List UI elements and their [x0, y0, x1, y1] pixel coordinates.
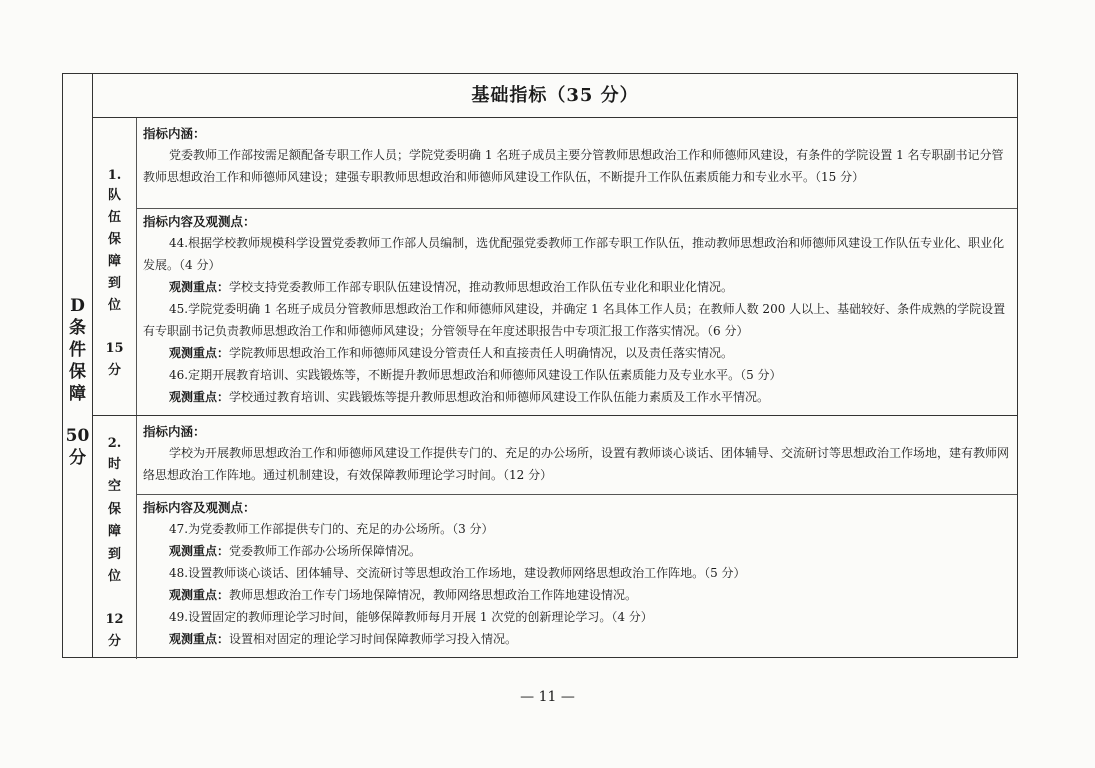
item-49-text: 49.设置固定的教师理论学习时间，能够保障教师每月开展 1 次党的创新理论学习。（4 分）: [169, 610, 653, 624]
category-char: 障: [69, 384, 86, 404]
section-2-divider: [137, 494, 1017, 495]
observation-label: 观测重点：: [169, 390, 230, 404]
item-45-text: 45.学院党委明确 1 名班子成员分管教师思想政治工作和师德师风建设，并确定 1 名具体工作人员；在教师人数 200 人以上、基础较好、条件成熟的学院设置有专职副书记负责教师思想政治工作和师德师风建设；分管领导在年度述职报告中专项汇报工作落实情况。（6 分）: [143, 302, 1006, 338]
item-49-observation: [143, 628, 1011, 650]
section-1-meaning: [143, 124, 1011, 188]
section-label-char: 位: [107, 298, 121, 313]
item-48-text: 48.设置教师谈心谈话、团体辅导、交流研讨等思想政治工作场地，建设教师网络思想政治工作阵地。（5 分）: [169, 566, 746, 580]
observation-label: 观测重点：: [169, 588, 230, 602]
meaning-heading: 指标内涵：: [143, 126, 206, 141]
content-heading: 指标内容及观测点：: [143, 214, 256, 229]
section-label-char: 空: [107, 479, 121, 494]
observation-text: 设置相对固定的理论学习时间保障教师学习投入情况。: [229, 632, 518, 646]
section-label-char: 到: [107, 276, 121, 291]
item-46-observation: [143, 386, 1011, 408]
category-score: 50: [65, 426, 90, 446]
content-heading: 指标内容及观测点：: [143, 500, 256, 515]
section-2-label: [93, 416, 137, 659]
section-label-char: 保: [107, 232, 121, 247]
observation-text: 学校支持党委教师工作部专职队伍建设情况，推动教师思想政治工作队伍专业化和职业化情况。: [229, 280, 734, 294]
observation-text: 教师思想政治工作专门场地保障情况，教师网络思想政治工作阵地建设情况。: [229, 588, 638, 602]
section-label-char: 伍: [107, 210, 121, 225]
category-char: 件: [69, 340, 86, 360]
section-label-char: 分: [107, 363, 121, 378]
meaning-heading: 指标内涵：: [143, 424, 206, 439]
section-label-char: 障: [107, 254, 121, 269]
observation-label: 观测重点：: [169, 346, 230, 360]
section-label-char: 时: [107, 457, 121, 472]
page-number: — 11 —: [520, 689, 575, 705]
meaning-text: 学校为开展教师思想政治工作和师德师风建设工作提供专门的、充足的办公场所，设置有教师谈心谈话、团体辅导、交流研讨等思想政治工作场地，建有教师网络思想政治工作阵地。通过机制建设，有效保障教师理论学习时间。（12 分）: [143, 446, 1010, 482]
section-1-label: [93, 118, 137, 415]
section-label-char: 保: [107, 502, 121, 517]
item-44-text: 44.根据学校教师规模科学设置党委教师工作部人员编制，选优配强党委教师工作部专职工作队伍，推动教师思想政治和师德师风建设工作队伍专业化、职业化发展。（4 分）: [143, 236, 1005, 272]
observation-label: 观测重点：: [169, 632, 230, 646]
meaning-text: 党委教师工作部按需足额配备专职工作人员；学院党委明确 1 名班子成员主要分管教师思想政治工作和师德师风建设，有条件的学院设置 1 名专职副书记分管教师思想政治工作和师德师风建设；建强专职教师思想政治和师德师风建设工作队伍，不断提升工作队伍素质能力和专业水平。（15 分）: [143, 148, 1004, 184]
section-label-char: 分: [107, 634, 121, 649]
section-label-char: 位: [107, 569, 121, 584]
item-47-observation: [143, 540, 1011, 562]
observation-text: 学校通过教育培训、实践锻炼等提升教师思想政治和师德师风建设工作队伍能力素质及工作水平情况。: [229, 390, 770, 404]
item-48-observation: [143, 584, 1011, 606]
section-2-meaning: [143, 422, 1011, 486]
section-label-char: 1.: [107, 168, 122, 183]
item-46-text: 46.定期开展教育培训、实践锻炼等，不断提升教师思想政治和师德师风建设工作队伍素质能力及专业水平。（5 分）: [169, 368, 782, 382]
category-label-column: [63, 74, 93, 657]
section-label-char: 2.: [107, 436, 122, 451]
observation-label: 观测重点：: [169, 280, 230, 294]
section-divider: [93, 415, 1017, 416]
section-label-char: 到: [107, 547, 121, 562]
category-char: 保: [69, 362, 86, 382]
indicator-table: [62, 73, 1018, 658]
item-47-text: 47.为党委教师工作部提供专门的、充足的办公场所。（3 分）: [169, 522, 494, 536]
observation-text: 学院教师思想政治工作和师德师风建设分管责任人和直接责任人明确情况，以及责任落实情况。: [229, 346, 734, 360]
section-label-char: 队: [107, 188, 121, 203]
category-char: 条: [69, 318, 86, 338]
section-2-content: [143, 498, 1011, 650]
table-header-title: 基础指标（35 分）: [93, 74, 1017, 118]
observation-text: 党委教师工作部办公场所保障情况。: [229, 544, 422, 558]
section-label-char: 12: [105, 612, 124, 627]
item-45-observation: [143, 342, 1011, 364]
category-score-unit: 分: [69, 448, 86, 468]
section-1-content: [143, 212, 1011, 408]
category-letter: D: [70, 296, 85, 316]
section-label-char: 15: [105, 341, 124, 356]
section-1-divider: [137, 208, 1017, 209]
section-label-char: 障: [107, 524, 121, 539]
observation-label: 观测重点：: [169, 544, 230, 558]
item-44-observation: [143, 276, 1011, 298]
